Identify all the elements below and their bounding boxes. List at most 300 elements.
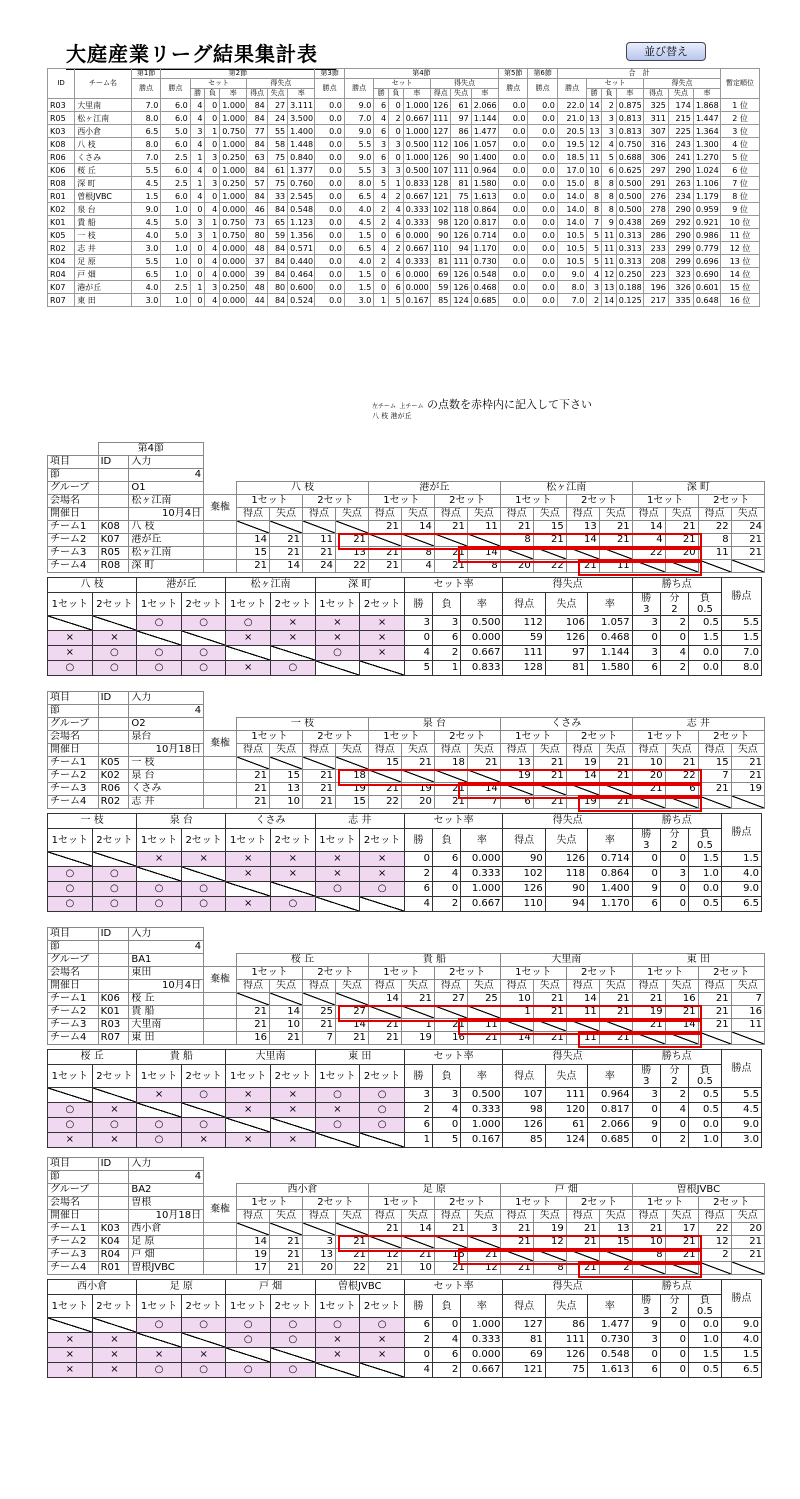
score-cell[interactable]: 13 (270, 783, 303, 796)
score-cell[interactable]: 11 (566, 1032, 599, 1045)
score-cell[interactable]: 19 (500, 770, 533, 783)
score-cell[interactable]: 20 (302, 1262, 335, 1275)
team-id[interactable]: K05 (98, 757, 129, 770)
score-cell[interactable]: 21 (731, 534, 764, 547)
score-cell[interactable]: 10 (500, 993, 533, 1006)
score-cell[interactable]: 8 (632, 1249, 665, 1262)
venue-value[interactable]: 泉台 (129, 731, 204, 744)
score-cell[interactable]: 16 (731, 1006, 764, 1019)
stat-cell: 4 (433, 1333, 461, 1348)
stat-cell: 6 (632, 897, 660, 912)
score-cell[interactable]: 21 (533, 796, 566, 809)
score-cell[interactable]: 22 (368, 796, 401, 809)
score-cell[interactable]: 8 (467, 560, 500, 573)
summary-cell: 3 (190, 229, 205, 242)
score-cell[interactable]: 11 (467, 521, 500, 534)
score-cell[interactable]: 21 (270, 547, 303, 560)
team-id[interactable]: R02 (98, 796, 129, 809)
score-cell[interactable]: 7 (698, 770, 731, 783)
score-cell[interactable]: 21 (237, 1006, 270, 1019)
team-id[interactable]: K07 (98, 534, 129, 547)
score-cell[interactable]: 22 (335, 1262, 368, 1275)
score-cell[interactable]: 8 (401, 547, 434, 560)
score-cell[interactable]: 14 (401, 521, 434, 534)
score-cell[interactable]: 11 (467, 1019, 500, 1032)
d2-header: 分 2 (660, 829, 688, 852)
score-cell[interactable]: 20 (500, 560, 533, 573)
summary-cell: 98 (430, 216, 450, 229)
score-cell[interactable]: 14 (335, 1019, 368, 1032)
score-cell[interactable]: 21 (731, 547, 764, 560)
group-value[interactable]: O2 (129, 718, 204, 731)
venue-value[interactable]: 曽根 (129, 1197, 204, 1210)
score-cell[interactable]: 15 (335, 796, 368, 809)
score-cell[interactable]: 21 (665, 1249, 698, 1262)
team-id[interactable]: R04 (98, 1249, 129, 1262)
score-cell[interactable]: 4 (401, 560, 434, 573)
score-cell[interactable]: 15 (599, 1236, 632, 1249)
score-cell[interactable]: 21 (237, 560, 270, 573)
team-row (48, 534, 765, 547)
forfeit-cell[interactable] (204, 1236, 237, 1249)
summary-cell: 94 (451, 242, 471, 255)
stat-cell: 1.5 (689, 631, 722, 646)
score-cell[interactable]: 21 (731, 1236, 764, 1249)
score-cell[interactable]: 21 (368, 1262, 401, 1275)
lost-header: 失点 (599, 980, 632, 993)
score-cell[interactable]: 14 (632, 521, 665, 534)
score-cell[interactable]: 21 (566, 560, 599, 573)
score-cell[interactable]: 21 (237, 783, 270, 796)
forfeit-cell[interactable] (204, 547, 237, 560)
score-cell[interactable]: 25 (467, 993, 500, 1006)
team-id[interactable]: K01 (98, 1006, 129, 1019)
score-cell[interactable]: 21 (731, 757, 764, 770)
score-cell[interactable]: 6 (500, 796, 533, 809)
lost-header: 失点 (335, 1210, 368, 1223)
score-cell[interactable]: 21 (302, 770, 335, 783)
forfeit-cell[interactable] (204, 521, 237, 534)
score-cell[interactable]: 21 (270, 1032, 303, 1045)
score-cell[interactable]: 16 (665, 993, 698, 1006)
score-cell[interactable]: 21 (270, 1249, 303, 1262)
score-cell[interactable]: 10 (270, 796, 303, 809)
score-cell[interactable]: 19 (566, 796, 599, 809)
score-cell[interactable]: 10 (632, 1236, 665, 1249)
round-value[interactable]: 4 (129, 1171, 204, 1184)
summary-cell: R02 (48, 242, 75, 255)
score-cell[interactable]: 21 (401, 993, 434, 1006)
score-cell[interactable]: 6 (665, 783, 698, 796)
pts-header: 得点 (302, 508, 335, 521)
pts-header: 得点 (302, 980, 335, 993)
score-cell[interactable]: 11 (302, 534, 335, 547)
score-cell[interactable]: 21 (335, 1249, 368, 1262)
score-cell[interactable]: 8 (533, 1262, 566, 1275)
score-cell[interactable]: 15 (270, 770, 303, 783)
score-cell[interactable]: 14 (270, 1006, 303, 1019)
score-cell[interactable]: 21 (237, 1019, 270, 1032)
score-cell[interactable]: 12 (533, 1236, 566, 1249)
score-cell[interactable]: 21 (237, 796, 270, 809)
blank-cell (401, 1006, 434, 1019)
score-cell[interactable]: 21 (632, 1223, 665, 1236)
score-cell[interactable]: 7 (467, 796, 500, 809)
team-id[interactable]: K02 (98, 770, 129, 783)
instruction-example-left: 八 枝 (372, 412, 389, 420)
score-cell[interactable]: 21 (698, 1006, 731, 1019)
team-id[interactable]: R08 (98, 560, 129, 573)
score-cell[interactable]: 15 (237, 547, 270, 560)
score-cell[interactable]: 16 (237, 1032, 270, 1045)
score-cell[interactable]: 21 (302, 547, 335, 560)
team-name: 戸 畑 (129, 1249, 204, 1262)
score-cell[interactable]: 21 (434, 796, 467, 809)
score-cell[interactable]: 1 (500, 1006, 533, 1019)
score-cell[interactable]: 14 (467, 547, 500, 560)
score-cell[interactable]: 21 (533, 534, 566, 547)
score-cell[interactable]: 8 (500, 534, 533, 547)
score-cell[interactable]: 13 (599, 1223, 632, 1236)
score-cell[interactable]: 19 (533, 1223, 566, 1236)
score-cell[interactable]: 21 (500, 521, 533, 534)
mark-cell: ○ (271, 897, 316, 912)
score-cell[interactable]: 14 (467, 783, 500, 796)
score-cell[interactable]: 10 (270, 1019, 303, 1032)
score-cell[interactable]: 21 (632, 1019, 665, 1032)
forfeit-cell[interactable] (204, 534, 237, 547)
score-cell[interactable]: 21 (434, 547, 467, 560)
summary-cell: 2 (389, 190, 404, 203)
stat-cell: 0.000 (461, 1348, 503, 1363)
score-cell[interactable]: 12 (368, 1249, 401, 1262)
score-cell[interactable]: 11 (566, 1006, 599, 1019)
score-cell[interactable]: 20 (401, 796, 434, 809)
score-cell[interactable]: 21 (434, 521, 467, 534)
score-cell[interactable]: 21 (599, 521, 632, 534)
score-cell[interactable]: 27 (335, 1006, 368, 1019)
score-cell[interactable]: 21 (467, 757, 500, 770)
score-cell[interactable]: 21 (533, 770, 566, 783)
score-cell[interactable]: 2 (698, 1249, 731, 1262)
score-cell[interactable]: 21 (665, 1236, 698, 1249)
score-cell[interactable]: 21 (599, 770, 632, 783)
summary-cell: 0 (205, 138, 220, 151)
pts-header: 得点 (698, 744, 731, 757)
score-cell[interactable]: 19 (731, 783, 764, 796)
summary-cell: 1.448 (288, 138, 315, 151)
score-cell[interactable]: 21 (665, 534, 698, 547)
score-cell[interactable]: 21 (533, 1032, 566, 1045)
score-cell[interactable]: 21 (302, 783, 335, 796)
forfeit-cell[interactable] (204, 796, 237, 809)
score-cell[interactable]: 4 (632, 534, 665, 547)
summary-cell: 9.0 (344, 151, 373, 164)
score-cell[interactable]: 17 (237, 1262, 270, 1275)
score-cell[interactable]: 21 (698, 993, 731, 1006)
score-cell[interactable]: 21 (302, 1019, 335, 1032)
stat-cell: 111 (503, 646, 545, 661)
score-cell[interactable]: 14 (368, 993, 401, 1006)
score-cell[interactable]: 14 (665, 1019, 698, 1032)
date-value[interactable]: 10月18日 (129, 1210, 204, 1223)
score-cell[interactable]: 21 (401, 757, 434, 770)
stat-cell: 6.5 (721, 897, 761, 912)
team-id[interactable]: K08 (98, 521, 129, 534)
score-cell[interactable]: 21 (566, 1262, 599, 1275)
round-value[interactable]: 4 (129, 705, 204, 718)
date-value[interactable]: 10月18日 (129, 744, 204, 757)
score-cell[interactable]: 1 (401, 1019, 434, 1032)
group-value[interactable]: BA2 (129, 1184, 204, 1197)
score-cell[interactable]: 15 (533, 521, 566, 534)
score-cell[interactable]: 24 (302, 560, 335, 573)
score-cell[interactable]: 21 (368, 783, 401, 796)
pts-header: 得点 (566, 508, 599, 521)
score-cell[interactable]: 3 (302, 1236, 335, 1249)
score-cell[interactable]: 21 (731, 770, 764, 783)
stat-cell: 0 (660, 1363, 688, 1378)
score-cell[interactable]: 21 (665, 521, 698, 534)
score-cell[interactable]: 15 (698, 757, 731, 770)
forfeit-cell[interactable] (204, 993, 237, 1006)
score-cell[interactable]: 21 (467, 1032, 500, 1045)
score-cell[interactable]: 21 (533, 757, 566, 770)
score-cell[interactable]: 21 (566, 1223, 599, 1236)
score-cell[interactable]: 7 (302, 1032, 335, 1045)
score-cell[interactable]: 19 (237, 1249, 270, 1262)
summary-cell: 111 (430, 112, 450, 125)
summary-cell: 0.500 (616, 177, 643, 190)
score-cell[interactable]: 22 (533, 560, 566, 573)
score-cell[interactable]: 13 (566, 521, 599, 534)
score-cell[interactable]: 21 (533, 993, 566, 1006)
score-cell[interactable]: 14 (566, 770, 599, 783)
score-cell[interactable]: 22 (335, 560, 368, 573)
score-cell[interactable]: 14 (237, 534, 270, 547)
score-cell[interactable]: 27 (434, 993, 467, 1006)
summary-cell: 326 (668, 281, 693, 294)
team-id[interactable]: K03 (98, 1223, 129, 1236)
forfeit-cell[interactable] (204, 1223, 237, 1236)
score-cell[interactable]: 17 (665, 1223, 698, 1236)
summary-cell: 290 (668, 229, 693, 242)
score-cell[interactable]: 15 (434, 1249, 467, 1262)
score-cell[interactable]: 21 (270, 534, 303, 547)
mark-cell: × (271, 1103, 316, 1118)
date-value[interactable]: 10月4日 (129, 980, 204, 993)
date-value[interactable]: 10月4日 (129, 508, 204, 521)
score-cell[interactable]: 10 (401, 1262, 434, 1275)
forfeit-cell[interactable] (204, 1249, 237, 1262)
score-cell[interactable]: 21 (335, 1236, 368, 1249)
blank-cell (599, 547, 632, 560)
summary-cell: 0.000 (220, 203, 247, 216)
score-cell[interactable]: 21 (500, 1223, 533, 1236)
team-id[interactable]: K06 (98, 993, 129, 1006)
score-cell[interactable]: 21 (533, 1006, 566, 1019)
score-cell[interactable]: 22 (665, 770, 698, 783)
score-cell[interactable]: 19 (335, 783, 368, 796)
forfeit-cell[interactable] (204, 1262, 237, 1275)
score-cell[interactable]: 8 (698, 534, 731, 547)
score-cell[interactable]: 22 (698, 1223, 731, 1236)
summary-cell: 111 (451, 255, 471, 268)
set1-header: 1セット (48, 1065, 93, 1088)
score-cell[interactable]: 14 (566, 993, 599, 1006)
score-cell[interactable]: 21 (434, 1019, 467, 1032)
score-cell[interactable]: 13 (302, 1249, 335, 1262)
score-cell[interactable]: 21 (599, 993, 632, 1006)
group-value[interactable]: O1 (129, 482, 204, 495)
stat-cell: 110 (503, 897, 545, 912)
score-cell[interactable]: 16 (434, 1032, 467, 1045)
score-cell[interactable]: 21 (731, 1249, 764, 1262)
score-cell[interactable]: 21 (434, 783, 467, 796)
score-cell[interactable]: 11 (599, 560, 632, 573)
score-cell[interactable]: 21 (368, 521, 401, 534)
team-name: 松ヶ江南 (129, 547, 204, 560)
score-cell[interactable]: 12 (467, 1262, 500, 1275)
score-cell[interactable]: 14 (237, 1236, 270, 1249)
summary-cell: 112 (430, 138, 450, 151)
round-value[interactable]: 4 (129, 941, 204, 954)
score-cell[interactable]: 21 (632, 993, 665, 1006)
score-cell[interactable]: 19 (401, 1032, 434, 1045)
summary-cell: 225 (668, 125, 693, 138)
score-cell[interactable]: 2 (599, 1262, 632, 1275)
team-id[interactable]: K04 (98, 1236, 129, 1249)
score-cell[interactable]: 14 (566, 534, 599, 547)
blank-cell (92, 616, 137, 631)
score-cell[interactable]: 21 (270, 1262, 303, 1275)
score-cell[interactable]: 21 (698, 783, 731, 796)
blank-cell (665, 1262, 698, 1275)
score-cell[interactable]: 21 (665, 757, 698, 770)
score-cell[interactable]: 22 (632, 547, 665, 560)
score-cell[interactable]: 21 (434, 1262, 467, 1275)
summary-cell: 0.964 (471, 164, 498, 177)
summary-cell: 1 (205, 125, 220, 138)
team-id[interactable]: R05 (98, 547, 129, 560)
score-cell[interactable]: 21 (302, 796, 335, 809)
score-cell[interactable]: 12 (698, 1236, 731, 1249)
score-cell[interactable]: 7 (731, 993, 764, 1006)
team-id[interactable]: R01 (98, 1262, 129, 1275)
score-cell[interactable]: 18 (335, 770, 368, 783)
score-cell[interactable]: 21 (599, 796, 632, 809)
score-cell[interactable]: 3 (467, 1223, 500, 1236)
forfeit-cell[interactable] (204, 1006, 237, 1019)
score-cell[interactable]: 19 (632, 1006, 665, 1019)
forfeit-cell[interactable] (204, 783, 237, 796)
score-cell[interactable]: 21 (401, 1249, 434, 1262)
forfeit-cell[interactable] (204, 757, 237, 770)
score-cell[interactable]: 21 (368, 1019, 401, 1032)
score-cell[interactable]: 21 (500, 1236, 533, 1249)
score-cell[interactable]: 25 (302, 1006, 335, 1019)
score-cell[interactable]: 21 (599, 1032, 632, 1045)
score-cell[interactable]: 21 (566, 1236, 599, 1249)
set1-header: 1セット (237, 731, 303, 744)
forfeit-cell[interactable] (204, 770, 237, 783)
score-cell[interactable]: 21 (467, 1249, 500, 1262)
score-cell[interactable]: 10 (632, 757, 665, 770)
score-cell[interactable]: 19 (566, 757, 599, 770)
score-cell[interactable]: 21 (632, 783, 665, 796)
score-cell[interactable]: 11 (731, 1019, 764, 1032)
score-cell[interactable]: 21 (335, 534, 368, 547)
score-cell[interactable]: 21 (599, 1006, 632, 1019)
venue-value[interactable]: 松ヶ江南 (129, 495, 204, 508)
round-value[interactable]: 4 (129, 469, 204, 482)
score-cell[interactable]: 15 (368, 757, 401, 770)
score-cell[interactable]: 18 (434, 757, 467, 770)
summary-row (48, 255, 760, 268)
hdr-r4: 第4節 (344, 69, 498, 79)
score-cell[interactable]: 21 (434, 560, 467, 573)
score-cell[interactable]: 21 (434, 1223, 467, 1236)
team-id[interactable]: R03 (98, 1019, 129, 1032)
score-cell[interactable]: 13 (500, 757, 533, 770)
set1-header: 1セット (137, 1065, 182, 1088)
score-cell[interactable]: 14 (401, 1223, 434, 1236)
score-cell[interactable]: 14 (500, 1032, 533, 1045)
score-cell[interactable]: 21 (368, 547, 401, 560)
score-cell[interactable]: 20 (632, 770, 665, 783)
score-entry-table (47, 442, 765, 573)
mark-cell: ○ (137, 616, 182, 631)
team-id[interactable]: R07 (98, 1032, 129, 1045)
score-cell[interactable]: 20 (665, 547, 698, 560)
score-cell[interactable]: 21 (335, 1032, 368, 1045)
score-cell[interactable]: 21 (698, 1019, 731, 1032)
score-cell[interactable]: 21 (599, 757, 632, 770)
group-value[interactable]: BA1 (129, 954, 204, 967)
score-cell[interactable]: 24 (731, 521, 764, 534)
score-cell[interactable]: 21 (665, 1006, 698, 1019)
score-cell[interactable]: 21 (368, 1032, 401, 1045)
score-cell[interactable]: 19 (401, 783, 434, 796)
mark-cell: ○ (360, 1088, 405, 1103)
score-cell[interactable]: 22 (698, 521, 731, 534)
score-cell[interactable]: 21 (500, 1262, 533, 1275)
score-cell[interactable]: 21 (237, 770, 270, 783)
score-cell[interactable]: 20 (731, 1223, 764, 1236)
forfeit-cell[interactable] (204, 1032, 237, 1045)
summary-cell: 2 (587, 294, 602, 307)
team-name: 深 町 (129, 560, 204, 573)
score-cell[interactable]: 21 (368, 560, 401, 573)
forfeit-cell[interactable] (204, 1019, 237, 1032)
summary-cell: 196 (643, 281, 668, 294)
hdr-set: セット (190, 79, 247, 89)
score-cell[interactable]: 21 (368, 1223, 401, 1236)
summary-cell: 7 (587, 216, 602, 229)
stat-cell: 0.5 (689, 1088, 722, 1103)
forfeit-cell[interactable] (204, 560, 237, 573)
venue-value[interactable]: 東田 (129, 967, 204, 980)
score-cell[interactable]: 21 (270, 1236, 303, 1249)
team-id[interactable]: R06 (98, 783, 129, 796)
score-cell[interactable]: 14 (270, 560, 303, 573)
score-cell[interactable]: 21 (599, 534, 632, 547)
summary-cell: 3.0 (344, 294, 373, 307)
score-cell[interactable]: 13 (335, 547, 368, 560)
sort-button[interactable]: 並び替え (626, 42, 706, 61)
summary-cell: 0.333 (403, 255, 430, 268)
score-cell[interactable]: 11 (698, 547, 731, 560)
